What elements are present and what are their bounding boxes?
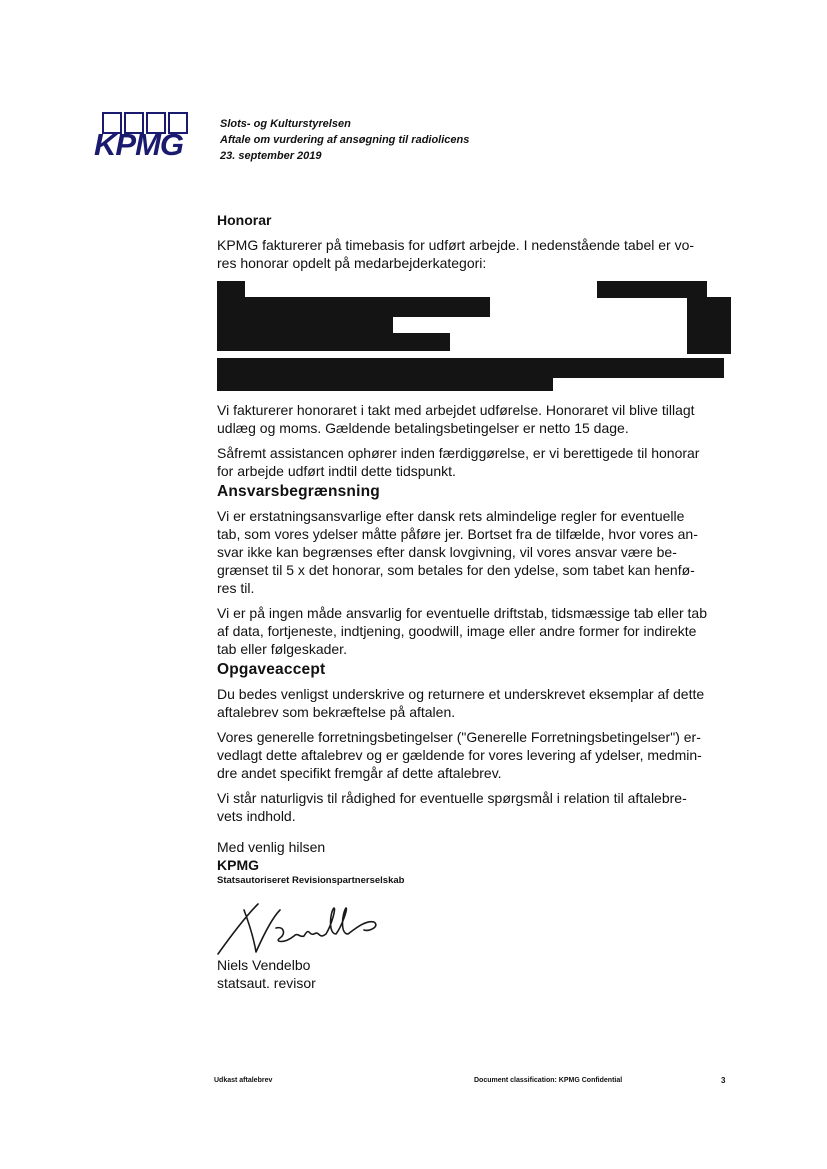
section-honorar: [217, 211, 727, 272]
paragraph-opgave-1: Du bedes venligst underskrive og returnere et underskrevet eksemplar af dette aftalebrev som bekræftelse på aftalen.: [217, 686, 705, 720]
closing-company: KPMG: [217, 857, 259, 873]
heading-honorar: Honorar: [217, 212, 272, 228]
paragraph-ansvar-1: Vi er erstatningsansvarlige efter dansk rets almindelige regler for eventuelle tab, som vores ydelser måtte påføre jer. Bortset fra de tilfælde, hvor vores an- svar ikke kan begrænses efter dansk lovgivning, vil vores ansvar være be- grænset til 5 x det honorar, som betales for den ydelse, som tabet kan henfø- res til.: [217, 508, 698, 596]
section-opgave: [217, 661, 727, 825]
closing-block: [217, 838, 727, 888]
paragraph-honorar-3: Såfremt assistancen ophører inden færdiggørelse, er vi berettigede til honorar for arbejde udført indtil dette tidspunkt.: [217, 445, 700, 479]
redaction-block: [217, 333, 450, 351]
footer-left: Udkast aftalebrev: [214, 1077, 273, 1084]
header-recipient: Slots- og Kulturstyrelsen: [220, 118, 351, 130]
redaction-block: [217, 358, 724, 378]
paragraph-opgave-3: Vi står naturligvis til rådighed for eventuelle spørgsmål i relation til aftalebre- vets indhold.: [217, 790, 687, 824]
page-number: 3: [721, 1076, 726, 1085]
closing-greeting: Med venlig hilsen: [217, 839, 326, 855]
header-date: 23. september 2019: [220, 150, 322, 162]
logo-wordmark: KPMG: [94, 127, 183, 162]
footer-classification: Document classification: KPMG Confidential: [474, 1077, 623, 1084]
heading-opgave: Opgaveaccept: [217, 661, 326, 678]
kpmg-logo: [94, 112, 198, 160]
redaction-block: [597, 281, 707, 298]
redaction-block: [217, 316, 393, 334]
redaction-block: [687, 297, 731, 354]
redaction-block: [217, 376, 553, 391]
paragraph-ansvar-2: Vi er på ingen måde ansvarlig for eventuelle driftstab, tidsmæssige tab eller tab af data, fortjeneste, indtjening, goodwill, image eller andre former for indirekte tab eller følgeskader.: [217, 605, 708, 657]
header-subject: Aftale om vurdering af ansøgning til radiolicens: [220, 134, 470, 146]
redaction-block: [217, 297, 490, 317]
closing-company-sub: Statsautoriseret Revisionspartnerselskab: [217, 875, 405, 886]
signatory-name: Niels Vendelbo: [217, 957, 311, 973]
section-honorar-cont: [217, 401, 727, 480]
paragraph-honorar-1: KPMG fakturerer på timebasis for udført arbejde. I nedenstående tabel er vo- res honorar opdelt på medarbejderkategori:: [217, 237, 695, 271]
letter-header: [220, 116, 469, 164]
signatory-block: [217, 956, 727, 992]
heading-ansvar: Ansvarsbegrænsning: [217, 483, 380, 500]
signature-image: [214, 900, 384, 958]
paragraph-opgave-2: Vores generelle forretningsbetingelser ("Generelle Forretningsbetingelser") er- vedlagt dette aftalebrev og er gældende for vores levering af ydelser, medmin- dre andet specifikt fremgår af dette aftalebrev.: [217, 729, 702, 781]
signatory-title: statsaut. revisor: [217, 975, 316, 991]
section-ansvar: [217, 483, 727, 658]
paragraph-honorar-2: Vi fakturerer honoraret i takt med arbejdet udførelse. Honoraret vil blive tillagt udlæg og moms. Gældende betalingsbetingelser er netto 15 dage.: [217, 402, 695, 436]
